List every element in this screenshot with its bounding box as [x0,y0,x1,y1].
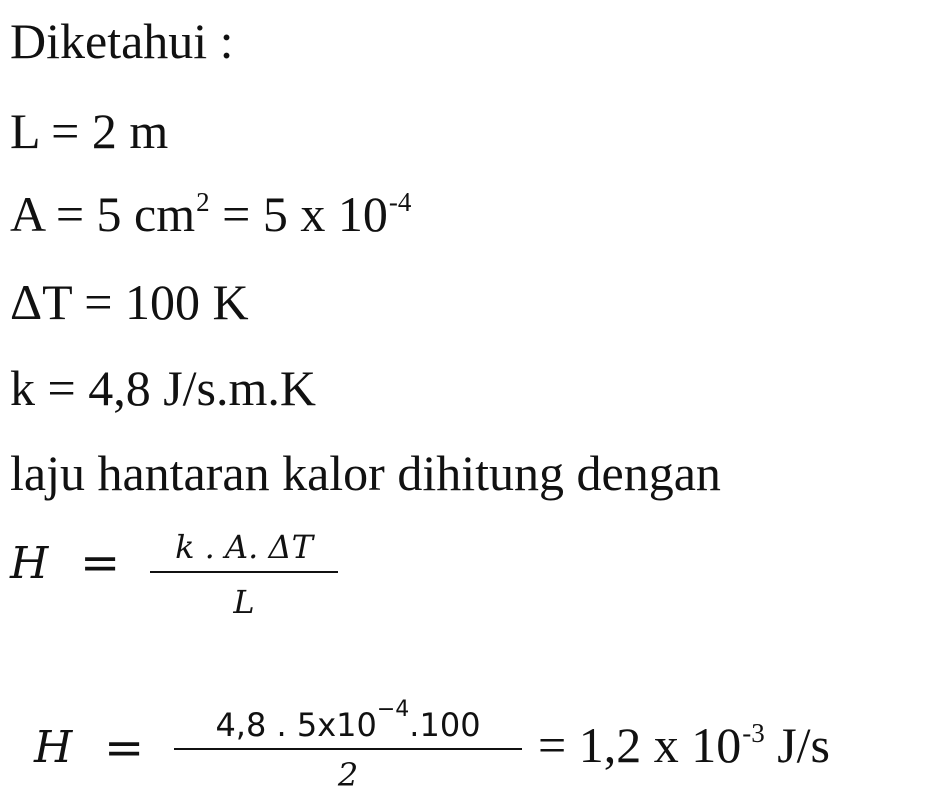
calc-num-part-b: .100 [409,706,481,744]
formula-fraction-bar [150,571,338,573]
area-text: A = 5 cm [10,186,196,242]
calculation-denominator: 2 [337,756,359,794]
calc-num-part-a: 4,8 . 5x10 [215,706,377,744]
given-conductivity: k = 4,8 J/s.m.K [10,360,317,416]
formula-equals: = [80,535,121,591]
formula-numerator: k . A. ΔT [175,528,313,566]
formula-denominator: L [233,583,255,621]
formula-lhs: H [10,538,49,589]
given-temperature-difference: ΔT = 100 K [10,274,249,330]
given-length: L = 2 m [10,103,169,159]
area-exponent-cm: 2 [196,187,210,217]
calculation-fraction-bar [174,748,522,750]
given-area [10,186,412,242]
result-unit: J/s [764,717,831,773]
calculation-equals: = [104,720,145,776]
area-exponent-ten: -4 [388,187,412,217]
area-conversion: = 5 x 10 [209,186,388,242]
heading-given: Diketahui : [10,13,234,69]
calculation-result [538,717,831,773]
calc-num-exponent: −4 [376,697,410,722]
calculation-numerator [174,697,522,744]
result-part-a: = 1,2 x 10 [538,717,742,773]
result-exponent: -3 [742,718,765,748]
calculation-lhs: H [34,722,73,773]
description-text: laju hantaran kalor dihitung dengan [10,445,721,501]
